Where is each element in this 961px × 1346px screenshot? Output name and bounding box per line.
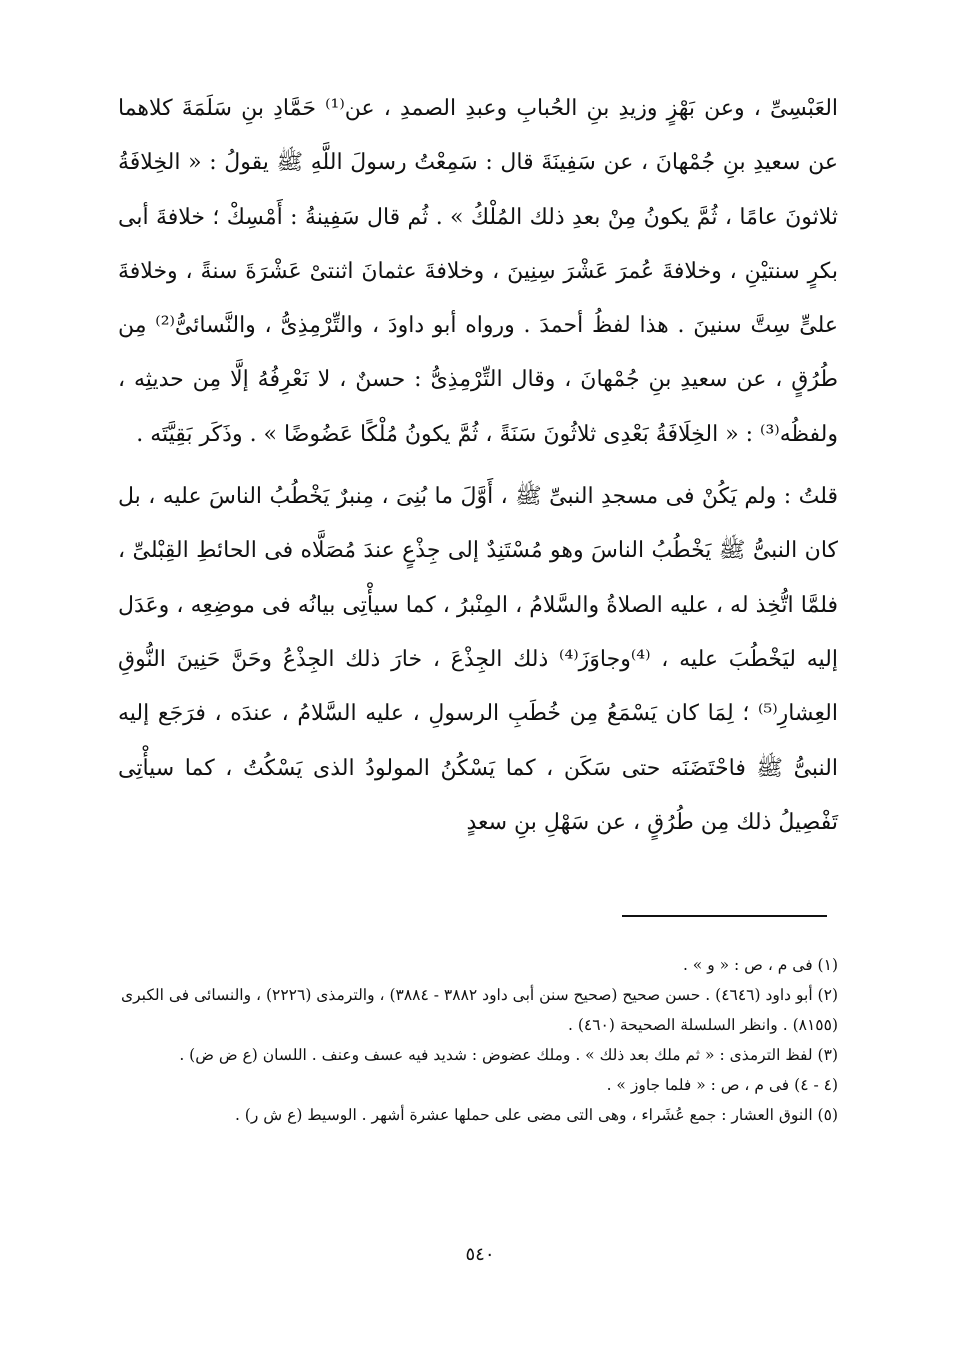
footnote-2: (٢) أبو داود (٤٦٤٦) . حسن صحيح (صحيح سنن أبى داود ٣٨٨٢ - ٣٨٨٤) ، والترمذى (٢٢٢٦) ، والنسائى فى الكبرى (٨١٥٥) . وانظر السلسلة الصحيحة (٤٦٠) .: [120, 986, 838, 1034]
footnote-5: (٥) النوق العشار : جمع عُشَراء ، وهى التى مضى على حملها عشرة أشهر . الوسيط (ع ش ر) .: [234, 1106, 838, 1124]
footnotes: [118, 950, 838, 1130]
footnote-separator: [622, 915, 827, 917]
footnote-1: (١) فى م ، ص : « و » .: [682, 956, 838, 974]
footnote-3: (٣) لفظ الترمذى : « ثم ملك بعد ذلك » . وملك عضوض : شديد فيه عسف وعنف . اللسان (ع ض ض) .: [179, 1046, 838, 1064]
page-number: ٥٤٠: [465, 1244, 495, 1265]
main-text: [118, 82, 838, 850]
footnote-4: (٤ - ٤) فى م ، ص : « فلما جاوز » .: [606, 1076, 838, 1094]
paragraph-1: العَبْسِىِّ ، وعن بَهْزٍ وزيدِ بنِ الحُبابِ وعبدِ الصمدِ ، عن⁽¹⁾ حَمَّادِ بنِ سَلَمَةَ كلاهما عن سعيدِ بنِ جُمْهانَ ، عن سَفِينَةَ قال : سَمِعْتُ رسولَ اللَّهِ ﷺ يقولُ : « الخِلافَةُ ثلاثونَ عامًا ، ثُمَّ يكونُ مِنْ بعدِ ذلك المُلْكُ » . ثُم قال سَفِينةُ : أَمْسِكْ ؛ خلافةَ أبى بكرٍ سنتيْنِ ، وخلافةَ عُمرَ عَشْرَ سِنِينَ ، وخلافةَ عثمانَ اثنتىْ عَشْرَةَ سنةً ، وخلافةَ علىٍّ سِتَّ سنينَ . هذا لفظُ أحمدَ . ورواه أبو داودَ ، والتِّرْمِذِىُّ ، والنَّسائىُّ⁽²⁾ مِن طُرُقٍ ، عن سعيدِ بنِ جُمْهانَ ، وقال التِّرْمِذِىُّ : حسنٌ ، لا نَعْرِفُهُ إلَّا مِن حديثِه ، ولفظُه⁽³⁾ : « الخِلَافَةُ بَعْدِى ثلاثُونَ سَنَةً ، ثُمَّ يكونُ مُلْكًا عَضُوضًا » . وذَكَر بَقِيَّتَه .: [118, 96, 839, 447]
paragraph-2: قلتُ : ولم يَكُنْ فى مسجدِ النبىِّ ﷺ ، أَوَّلَ ما بُنِىَ ، مِنبرٌ يَخْطُبُ الناسَ عليه ، بل كان النبىُّ ﷺ يَخْطُبُ الناسَ وهو مُسْتَنِدٌ إلى جِذْعٍ عندَ مُصَلَّاه فى الحائطِ القِبْلىِّ ، فلمَّا اتُّخِذ له ، عليه الصلاةُ والسَّلامُ ، المِنْبرُ ، كما سيأْتِى بيانُه فى موضِعِه ، وعَدَل إليه ليَخْطُبَ عليه ، ⁽⁴⁾وجاوَزَ⁽⁴⁾ ذلك الجِذْعَ ، خارَ ذلك الجِذْعُ وحَنَّ حَنِينَ النُّوقِ العِشارِ⁽⁵⁾ ؛ لِمَا كان يَسْمَعُ مِن خُطَبِ الرسولِ ، عليه السَّلامُ ، عندَه ، فرَجَع إليه النبىُّ ﷺ فاحْتَضَنَه حتى سَكَن ، كما يَسْكُنُ المولودُ الذى يَسْكُتُ ، كما سيأْتِى تَفْصِيلُ ذلك مِن طُرُقٍ ، عن سَهْلِ بنِ سعدٍ: [118, 484, 838, 835]
